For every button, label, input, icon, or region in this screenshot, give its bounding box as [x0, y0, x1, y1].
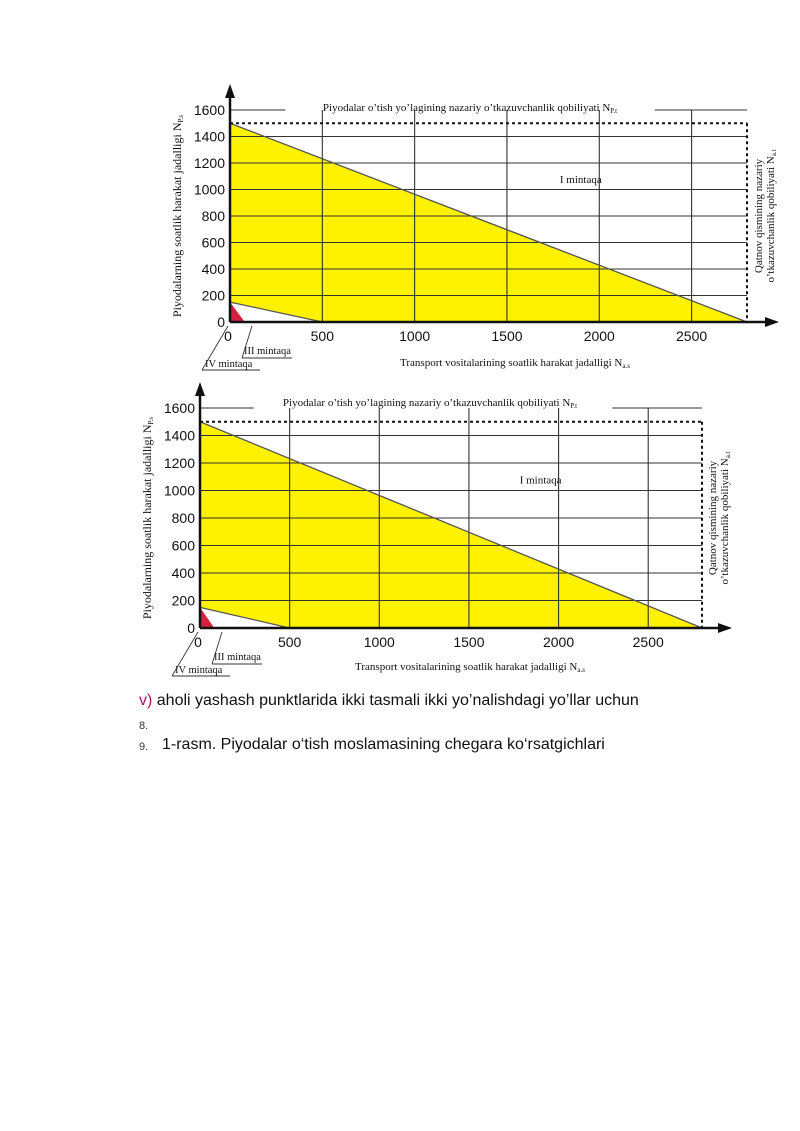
subsection-marker: v) [139, 692, 153, 709]
y-tick-label-0: 0 [217, 314, 225, 330]
list-number-9: 9. [139, 741, 149, 753]
x-tick-label-1000: 1000 [399, 328, 431, 344]
right-label-line2: o’tkazuvchanlik qobiliyati Na.t [719, 451, 732, 585]
x-tick-label-0: 0 [224, 328, 232, 344]
right-label-line1: Qatnov qismining nazariy [707, 460, 719, 576]
zone-1-label: I mintaqa [559, 173, 602, 186]
x-axis-label: Transport vositalarining soatlik harakat jadalligi Na.s [400, 357, 630, 370]
x-tick-label-500: 500 [277, 634, 302, 650]
x-tick-label-0: 0 [194, 634, 202, 650]
y-tick-label-1000: 1000 [163, 482, 195, 499]
y-tick-label-200: 200 [201, 287, 225, 304]
x-tick-label-2000: 2000 [583, 328, 615, 344]
y-tick-label-200: 200 [171, 592, 195, 609]
right-label-line2: o’tkazuvchanlik qobiliyati Na.t [765, 149, 778, 283]
chart-top [0, 80, 800, 380]
y-tick-label-400: 400 [171, 565, 195, 581]
zone-1-label: I mintaqa [519, 474, 562, 487]
chart-bottom [0, 378, 800, 678]
x-axis-arrow [718, 623, 732, 633]
y-tick-label-600: 600 [201, 234, 225, 251]
x-tick-label-1000: 1000 [363, 634, 395, 650]
y-axis-arrow [225, 84, 235, 98]
zone-3-label: III mintaqa [214, 652, 261, 663]
x-tick-label-1500: 1500 [491, 328, 523, 344]
zone-4-label: IV mintaqa [205, 359, 253, 370]
y-tick-label-1200: 1200 [163, 455, 195, 471]
chart-title: Piyodalar o’tish yo’lagining nazariy o’tkazuvchanlik qobiliyati NP.t [322, 102, 618, 115]
y-axis-label: Piyodalarning soatlik harakat jadalligi NP.s [170, 114, 185, 318]
x-tick-label-500: 500 [310, 328, 335, 344]
y-tick-label-1600: 1600 [193, 102, 225, 118]
y-tick-label-800: 800 [201, 208, 225, 224]
x-tick-label-2000: 2000 [542, 634, 575, 650]
y-tick-label-1600: 1600 [163, 400, 195, 416]
y-tick-label-400: 400 [201, 261, 225, 277]
y-tick-label-1400: 1400 [193, 128, 225, 145]
subsection-line [139, 692, 639, 710]
zone-3-label: III mintaqa [244, 346, 291, 357]
y-tick-label-1000: 1000 [193, 181, 225, 198]
zone-4-label: IV mintaqa [175, 665, 223, 676]
y-axis-arrow [195, 382, 205, 396]
x-tick-label-1500: 1500 [453, 634, 485, 650]
y-axis-label: Piyodalarning soatlik harakat jadalligi NP.s [140, 416, 155, 620]
x-axis-arrow [765, 317, 779, 327]
x-tick-label-2500: 2500 [632, 634, 664, 650]
y-tick-label-800: 800 [171, 510, 195, 526]
figure-caption: 1-rasm. Piyodalar o‘tish moslamasining chegara ko‘rsatgichlari [162, 736, 605, 753]
y-tick-label-1400: 1400 [163, 427, 195, 444]
subsection-text: aholi yashash punktlarida ikki tasmali ikki yo’nalishdagi yo’llar uchun [152, 692, 639, 709]
x-axis-label: Transport vositalarining soatlik harakat jadalligi Na.s [355, 661, 585, 674]
y-tick-label-1200: 1200 [193, 155, 225, 171]
y-tick-label-0: 0 [187, 620, 195, 636]
list-number-8: 8. [139, 720, 149, 732]
y-tick-label-600: 600 [171, 537, 195, 554]
chart-title: Piyodalar o’tish yo’lagining nazariy o’tkazuvchanlik qobiliyati NP.t [282, 397, 578, 410]
right-label-line1: Qatnov qismining nazariy [753, 158, 765, 274]
x-tick-label-2500: 2500 [676, 328, 708, 344]
